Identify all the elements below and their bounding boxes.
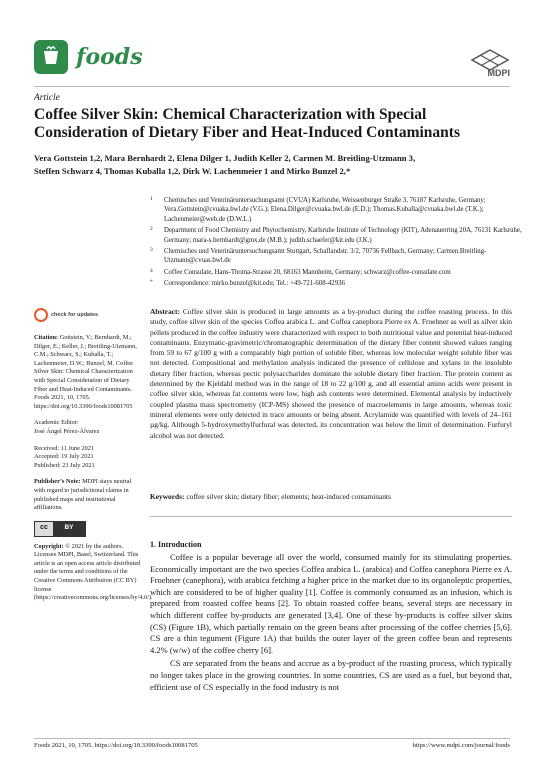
abstract-label: Abstract: [150, 307, 180, 316]
copyright-text: © 2021 by the authors. Licensee MDPI, Basel, Switzerland. This article is an open access article distributed under the terms and conditions of the Creative Commons Attribution (CC BY) license (https://creativecommons.org/licenses/by/4.0/). [34, 542, 153, 602]
journal-header [34, 40, 510, 82]
author-list [34, 152, 510, 177]
cc-by-license-icon[interactable] [34, 521, 86, 537]
accepted-date: Accepted: 19 July 2021 [34, 453, 94, 461]
journal-name: foods [76, 44, 143, 70]
keywords-rule [150, 516, 512, 517]
dates-block [34, 445, 142, 471]
copyright-label: Copyright: [34, 542, 64, 550]
footer-rule [34, 738, 510, 739]
editor-name: José Ángel Pérez-Álvarez [34, 427, 100, 435]
section-body [150, 552, 512, 695]
affiliation-item [150, 268, 522, 277]
publisher-name: MDPI [487, 68, 510, 78]
abstract [150, 307, 512, 441]
affiliation-text: Chemisches und Veterinäruntersuchungsamt (CVUA) Karlsruhe, Weissenburger Straße 3, 76187 Karlsruhe, Germany; Vera.Gottstein@cvuaka.bwl.de (V.G.); Elena.Dilger@cvuaka.bwl.de (E.D.); Thomas.Kuballa@cvuaka.bwl.de (T.K.); Lachenmeier@web.de (D.W.L.) [164, 197, 486, 223]
article-type: Article [34, 93, 60, 103]
citation-label: Citation: [34, 334, 59, 341]
affiliation-item [150, 196, 522, 224]
affiliation-number: 1 [150, 196, 153, 202]
abstract-text: Coffee silver skin is produced in large amounts as a by-product during the coffee roasting process. In this study, coffee silver skin of the species Coffea arabica L. and Coffea canephora Pierre ex A. Froehner as well as silver skin pellets produced in the coffee industry were characterized with respect to both nutritional value and potential heat-induced contaminants. Enzymatic-gravimetric/chromatographic determination of the dietary fiber content showed values ranging from 59 to 67 g/100 g with a comparably high portion of soluble fiber, whereas low molecular weight soluble fiber was not detected. Compositional and methylation analysis indicated the presence of cellulose and xylans in the insoluble dietary fiber fraction, whereas pectic polysaccharides dominate the soluble dietary fiber fraction. The protein content as determined by the Kjeldahl method was in the range of 18 to 22 g/100 g, and all essential amino acids were present in coffee silver skin, whereas fat contents were low, high ash contents were determined. Elemental analysis by inductively coupled plasma mass spectrometry (ICP-MS) showed the presence of macroelements in large amounts, whereas toxic mineral elements were only detected in trace amounts or being absent. Acrylamide was quantified with levels of 24–161 µg/kg. Although 5-hydroxymethylfurfural was detected, its concentration was below the limit of determination. Furfuryl alcohol was not detected. [150, 307, 512, 440]
publisher-note-text: MDPI stays neutral with regard to jurisdictional claims in published maps and institutional affiliations. [34, 478, 132, 512]
affiliation-item [150, 247, 522, 266]
check-updates-icon [34, 308, 48, 322]
header-rule [34, 86, 510, 87]
author-line: Vera Gottstein 1,2, Mara Bernhardt 2, Elena Dilger 1, Judith Keller 2, Carmen M. Breitling-Utzmann 3, [34, 153, 416, 163]
affiliation-text: Chemisches und Veterinäruntersuchungsamt Stuttgart, Schaflandstr. 3/2, 70736 Fellbach, Germany; Carmen.Breitling-Utzmann@cvuas.bwl.de [164, 248, 487, 265]
publisher-note-label: Publisher’s Note: [34, 478, 81, 486]
affiliations [150, 196, 522, 291]
affiliation-number: 4 [150, 267, 153, 274]
sidebar [34, 308, 153, 611]
citation-text: Gottstein, V.; Bernhardt, M.; Dilger, E.; Keller, J.; Breitling-Utzmann, C.M.; Schwarz, S.; Kuballa, T.; Lachenmeier, D.W.; Bunzel, M. Coffee Silver Skin: Chemical Characterization with Special Consideration of Dietary Fiber and Heat-Induced Contaminants. Foods 2021, 10, 1705. https://doi.org/10.3390/foods10081705 [34, 334, 137, 410]
editor-block [34, 419, 142, 436]
copyright-block [34, 542, 153, 603]
affiliation-item [150, 226, 522, 245]
editor-label: Academic Editor: [34, 419, 79, 427]
page-footer [34, 742, 510, 749]
keywords [150, 492, 512, 502]
publisher-note [34, 478, 142, 512]
affiliation-text: Department of Food Chemistry and Phytochemistry, Karlsruhe Institute of Technology (KIT), Adenauerring 20A, 76131 Karlsruhe, Germany; mara-s.bernhardt@gmx.de (M.B.); judith.schaefer@kit.edu (J.K.) [164, 227, 522, 244]
keywords-text: coffee silver skin; dietary fiber; elements; heat-induced contaminants [186, 492, 391, 501]
correspondence-text: Correspondence: mirko.bunzel@kit.edu; Tel.: +49-721-608-42936 [164, 280, 345, 288]
by-icon: BY [53, 522, 85, 536]
citation-block [34, 334, 142, 411]
footer-journal-link[interactable]: https://www.mdpi.com/journal/foods [412, 742, 510, 749]
affiliation-number: 3 [150, 247, 153, 254]
paragraph: Coffee is a popular beverage all over the world, consumed mainly for its stimulating properties. Economically important are the two species Coffea arabica L. (arabica) and Coffea canephora Pierre ex A. Froehner (canephora), with arabica fetching a higher price in the market due to its organoleptic properties, which are considered to be of higher quality [1]. Coffee is commonly consumed as an infusion, which is prepared from roasted coffee beans [2]. To obtain roasted coffee beans, several steps are necessary in which different coffee by-products are generated [3,4]. One of these by-products is coffee silver skins (CS) (Figure 1B), which partially remain on the green beans after processing of the coffee cherries [5,6]. CS are a thin tegument (Figure 1A) that builds the outer layer of the green coffee bean and represents 4.2% (w/w) of the coffee cherry [6]. [150, 552, 512, 655]
affiliation-number: 2 [150, 226, 153, 233]
journal-logo-icon [34, 40, 68, 74]
cc-icon: cc [35, 522, 53, 536]
affiliation-number: * [150, 279, 153, 286]
section-heading: 1. Introduction [150, 540, 202, 549]
affiliation-text: Coffee Consulate, Hans-Thoma-Strasse 20, 68163 Mannheim, Germany; schwarz@coffee-consulate.com [164, 268, 451, 276]
keywords-label: Keywords: [150, 492, 185, 501]
paragraph: CS are separated from the beans and accrue as a by-product of the roasting process, which typically no longer takes place in the growing countries. In some countries, CS are used as a fuel, but beyond that, efficient use of CS especially in the food industry is not [150, 658, 512, 692]
check-updates-label: check for updates [51, 312, 99, 318]
check-for-updates-button[interactable] [34, 308, 142, 322]
received-date: Received: 11 June 2021 [34, 444, 95, 452]
author-line: Steffen Schwarz 4, Thomas Kuballa 1,2, Dirk W. Lachenmeier 1 and Mirko Bunzel 2,* [34, 165, 351, 176]
article-title: Coffee Silver Skin: Chemical Characterization with Special Consideration of Dietary Fiber and Heat-Induced Contaminants [34, 106, 460, 141]
correspondence [150, 279, 522, 288]
footer-citation: Foods 2021, 10, 1705. https://doi.org/10.3390/foods10081705 [34, 742, 198, 749]
published-date: Published: 23 July 2021 [34, 461, 95, 469]
